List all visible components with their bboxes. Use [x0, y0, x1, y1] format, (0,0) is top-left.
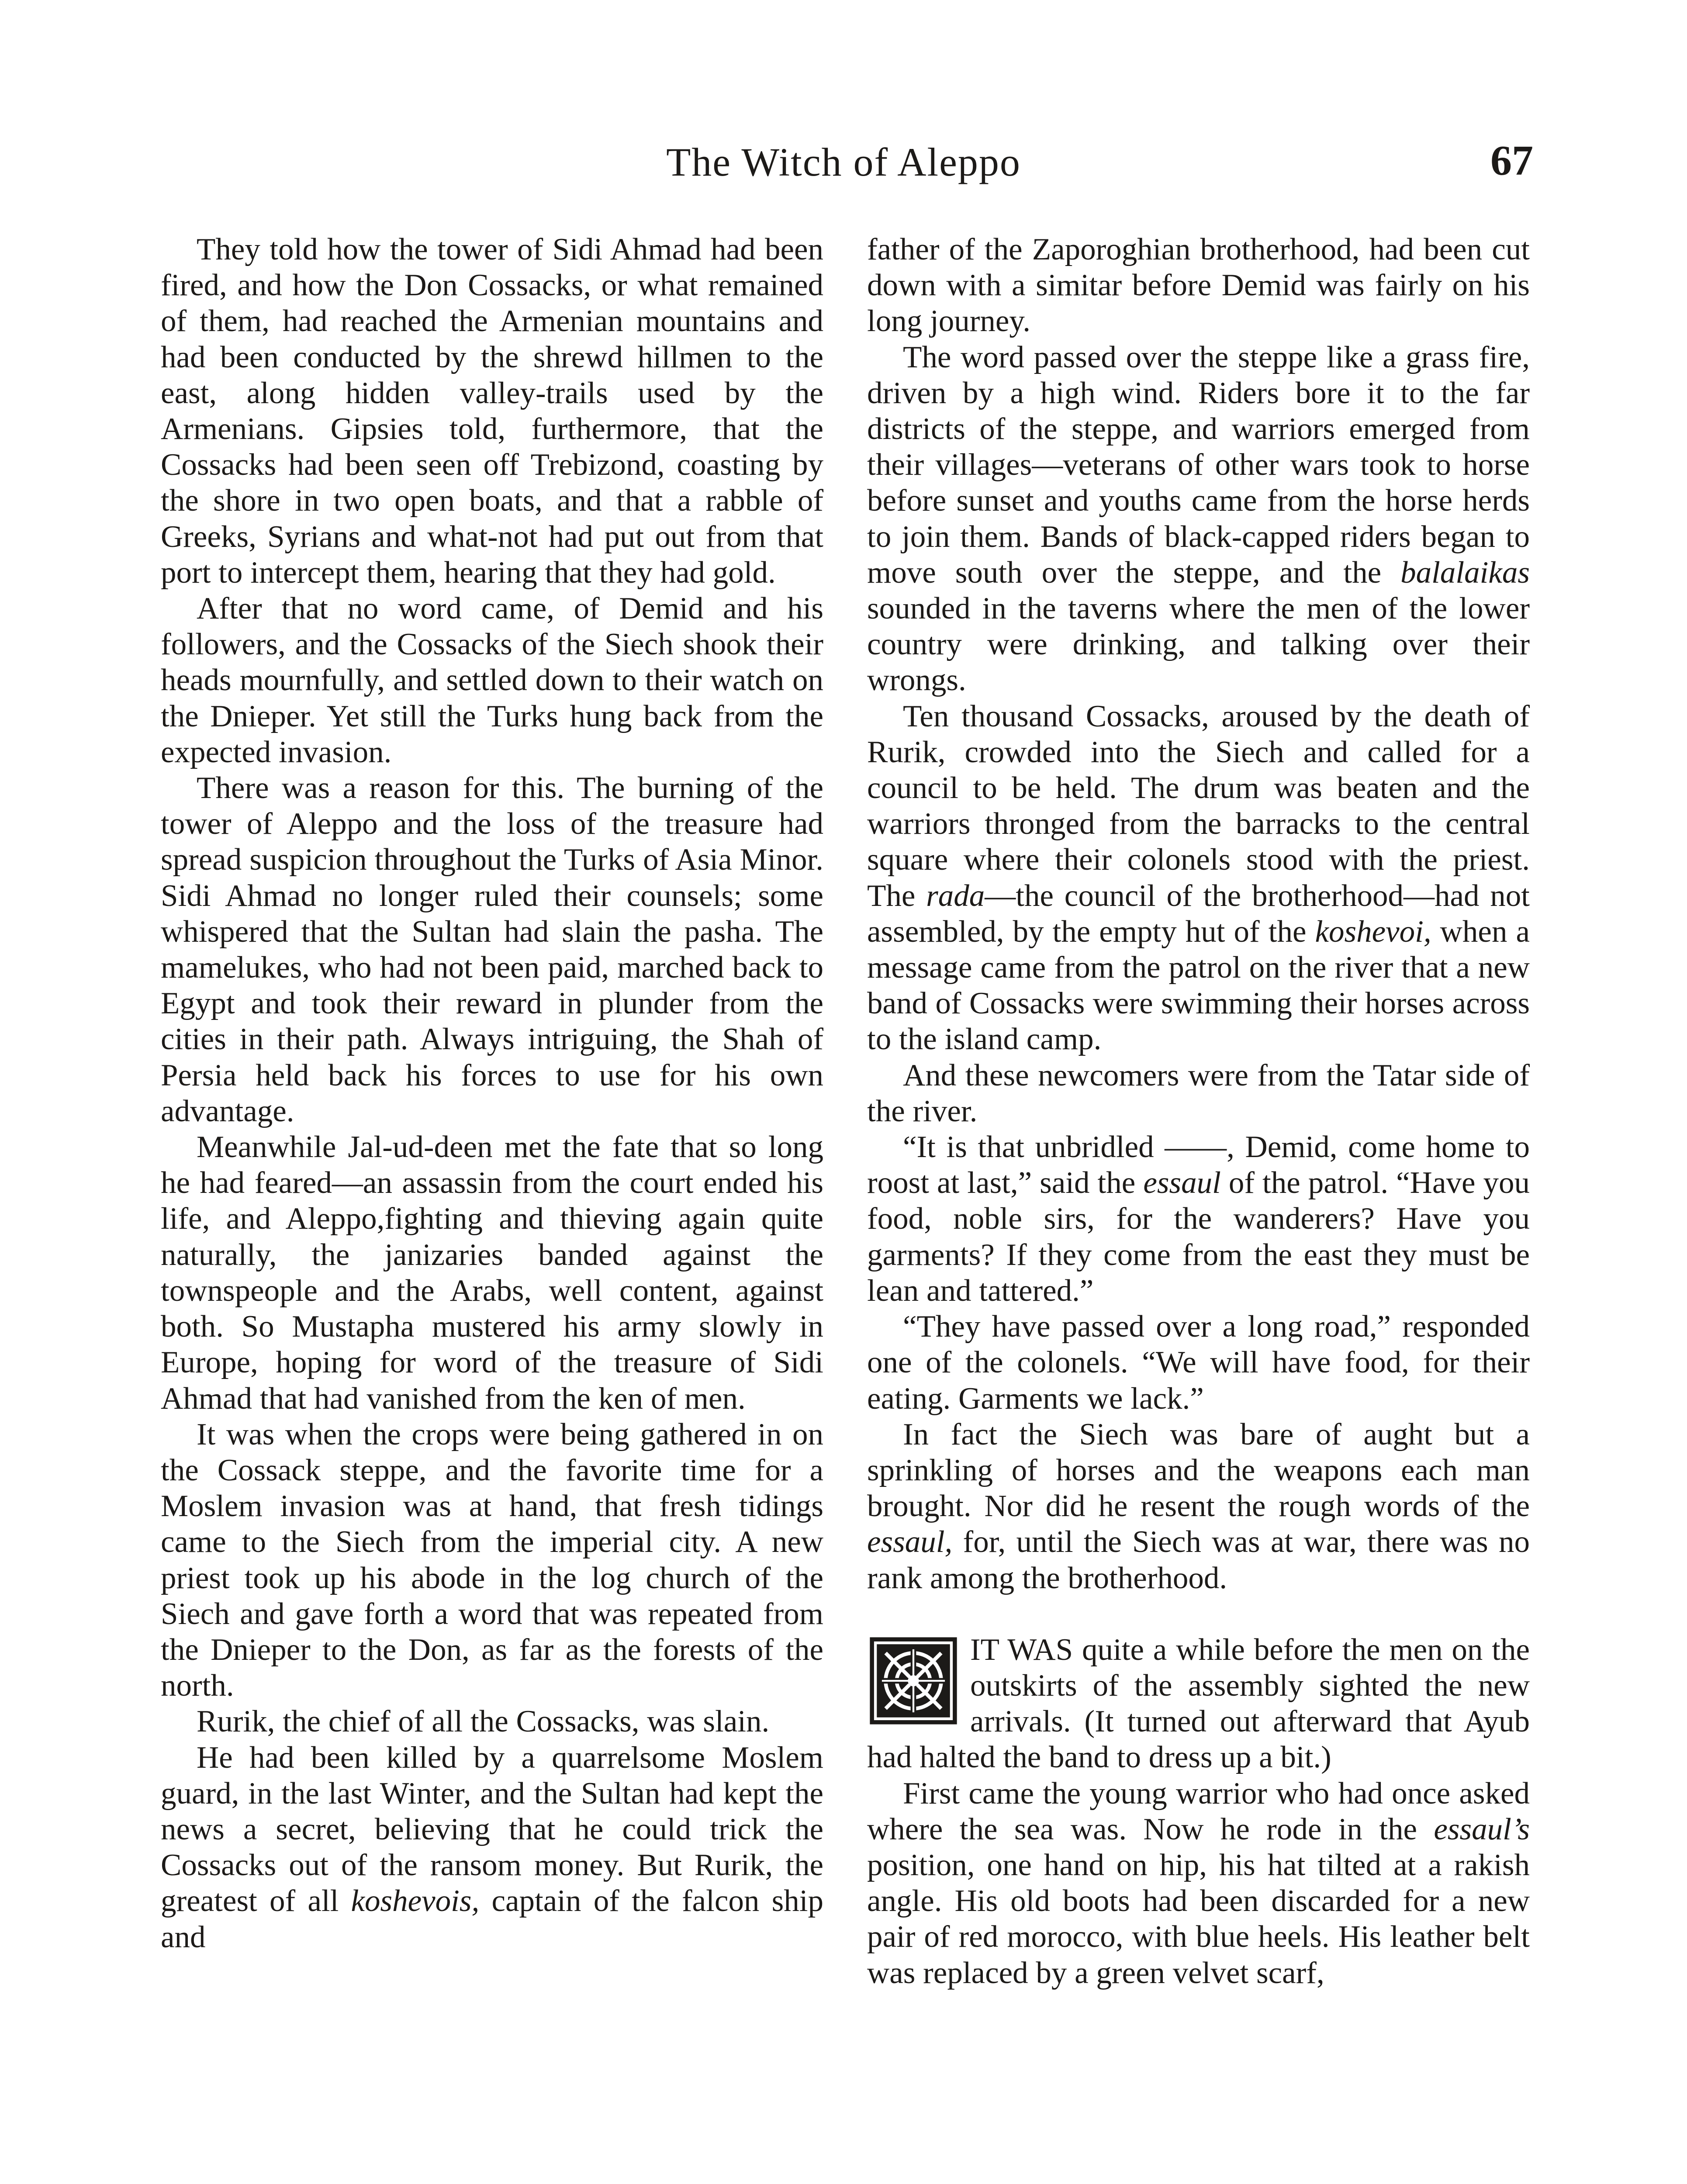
text-run: Ten thousand Cossacks, aroused by the death of Rurik, crowded into the Siech and called for a council to be held. The drum was beaten and the warriors thronged from the barracks to the central square where their colonels stood with the priest. The: [867, 699, 1530, 913]
text-run: First came the young warrior who had once asked where the sea was. Now he rode in the: [867, 1776, 1530, 1846]
italic-term: rada: [926, 878, 985, 913]
text-run: position, one hand on hip, his hat tilted at a rakish angle. His old boots had been discarded for a new pair of red morocco, with blue heels. His leather belt was replaced by a green velvet scarf,: [867, 1848, 1530, 1990]
italic-term: essaul: [1143, 1166, 1221, 1200]
page-number: 67: [1490, 137, 1533, 184]
paragraph: IT WAS quite a while before the men on the outskirts of the assembly sighted the new arrivals. (It turned out afterward that Ayub had halted the band to dress up a bit.): [867, 1632, 1530, 1775]
text-run: He had been killed by a quarrelsome Moslem guard, in the last Winter, and the Sultan had kept the news a secret, believing that he could trick the Cossacks out of the ransom money. But Rurik, the greatest of all: [161, 1740, 823, 1918]
text-run: “It is that unbridled ——, Demid, come home to roost at last,” said the: [867, 1130, 1530, 1200]
italic-term: koshevoi,: [1315, 914, 1431, 949]
paragraph: They told how the tower of Sidi Ahmad had been fired, and how the Don Cossacks, or what remained of them, had reached the Armenian mountains and had been conducted by the shrewd hillmen to the east, along hidden valley-trails used by the Armenians. Gipsies told, furthermore, that the Cossacks had been seen off Trebizond, coasting by the shore in two open boats, and that a rabble of Greeks, Syrians and what-not had put out from that port to intercept them, hearing that they had gold.: [161, 232, 823, 590]
text-run: The word passed over the steppe like a grass fire, driven by a high wind. Riders bore it to the far districts of the steppe, and warriors emerged from their villages—veterans of other wars took to horse before sunset and youths came from the horse herds to join them. Bands of black-capped riders began to move south over the steppe, and the: [867, 340, 1530, 590]
text-run: for, until the Siech was at war, there was no rank among the brotherhood.: [867, 1525, 1530, 1595]
paragraph: [867, 1776, 1530, 1991]
text-run: captain of the falcon ship and: [161, 1884, 823, 1954]
left-column: [161, 232, 823, 1955]
paragraph: [867, 339, 1530, 698]
paragraph: “They have passed over a long road,” responded one of the colonels. “We will have food, for their eating. Garments we lack.”: [867, 1310, 1530, 1416]
italic-term: essaul,: [867, 1525, 953, 1559]
paragraph: [867, 698, 1530, 1057]
text-run: when a message came from the patrol on the river that a new band of Cossacks were swimming their horses across to the island camp.: [867, 914, 1530, 1057]
text-run: —the council of the brotherhood—had not assembled, by the empty hut of the: [867, 878, 1530, 949]
paragraph: [867, 1129, 1530, 1309]
paragraph: [867, 1417, 1530, 1596]
paragraph: father of the Zaporoghian brotherhood, had been cut down with a simitar before Demid was fairly on his long journey.: [867, 232, 1530, 339]
paragraph: Rurik, the chief of all the Cossacks, was slain.: [197, 1704, 770, 1739]
section-break: [867, 1632, 1530, 1776]
right-column: [867, 232, 1530, 1991]
paragraph: [161, 1740, 823, 1955]
italic-term: balalaikas: [1400, 555, 1530, 590]
paragraph: It was when the crops were being gathered in on the Cossack steppe, and the favorite time for a Moslem invasion was at hand, that fresh tidings came to the Siech from the imperial city. A new priest took up his abode in the log church of the Siech and gave forth a word that was repeated from the Dnieper to the Don, as far as the forests of the north.: [161, 1417, 823, 1703]
paragraph: After that no word came, of Demid and his followers, and the Cossacks of the Siech shook their heads mournfully, and settled down to their watch on the Dnieper. Yet still the Turks hung back from the expected invasion.: [161, 591, 823, 769]
paragraph: And these newcomers were from the Tatar side of the river.: [867, 1058, 1530, 1128]
text-run: sounded in the taverns where the men of the lower country were drinking, and talking over their wrongs.: [867, 591, 1530, 698]
paragraph: Meanwhile Jal-ud-deen met the fate that so long he had feared—an assassin from the court ended his life, and Aleppo,fighting and thieving again quite naturally, the janizaries banded against the townspeople and the Arabs, well content, against both. So Mustapha mustered his army slowly in Europe, hoping for word of the treasure of Sidi Ahmad that had vanished from the ken of men.: [161, 1130, 823, 1416]
page-title: The Witch of Aleppo: [666, 140, 1021, 184]
italic-term: essaul’s: [1434, 1812, 1530, 1846]
celtic-knot-ornament-icon: [867, 1635, 960, 1727]
text-run: In fact the Siech was bare of aught but a sprinkling of horses and the weapons each man brought. Nor did he resent the rough words of the: [867, 1417, 1530, 1524]
paragraph: There was a reason for this. The burning of the tower of Aleppo and the loss of the treasure had spread suspicion throughout the Turks of Asia Minor. Sidi Ahmad no longer ruled their counsels; some whispered that the Sultan had slain the pasha. The mamelukes, who had not been paid, marched back to Egypt and took their reward in plunder from the cities in their path. Always intriguing, the Shah of Persia held back his forces to use for his own advantage.: [161, 771, 823, 1128]
italic-term: koshevois,: [351, 1884, 480, 1918]
text-run: of the patrol. “Have you food, noble sirs, for the wanderers? Have you garments? If they come from the east they must be lean and tattered.”: [867, 1166, 1530, 1308]
